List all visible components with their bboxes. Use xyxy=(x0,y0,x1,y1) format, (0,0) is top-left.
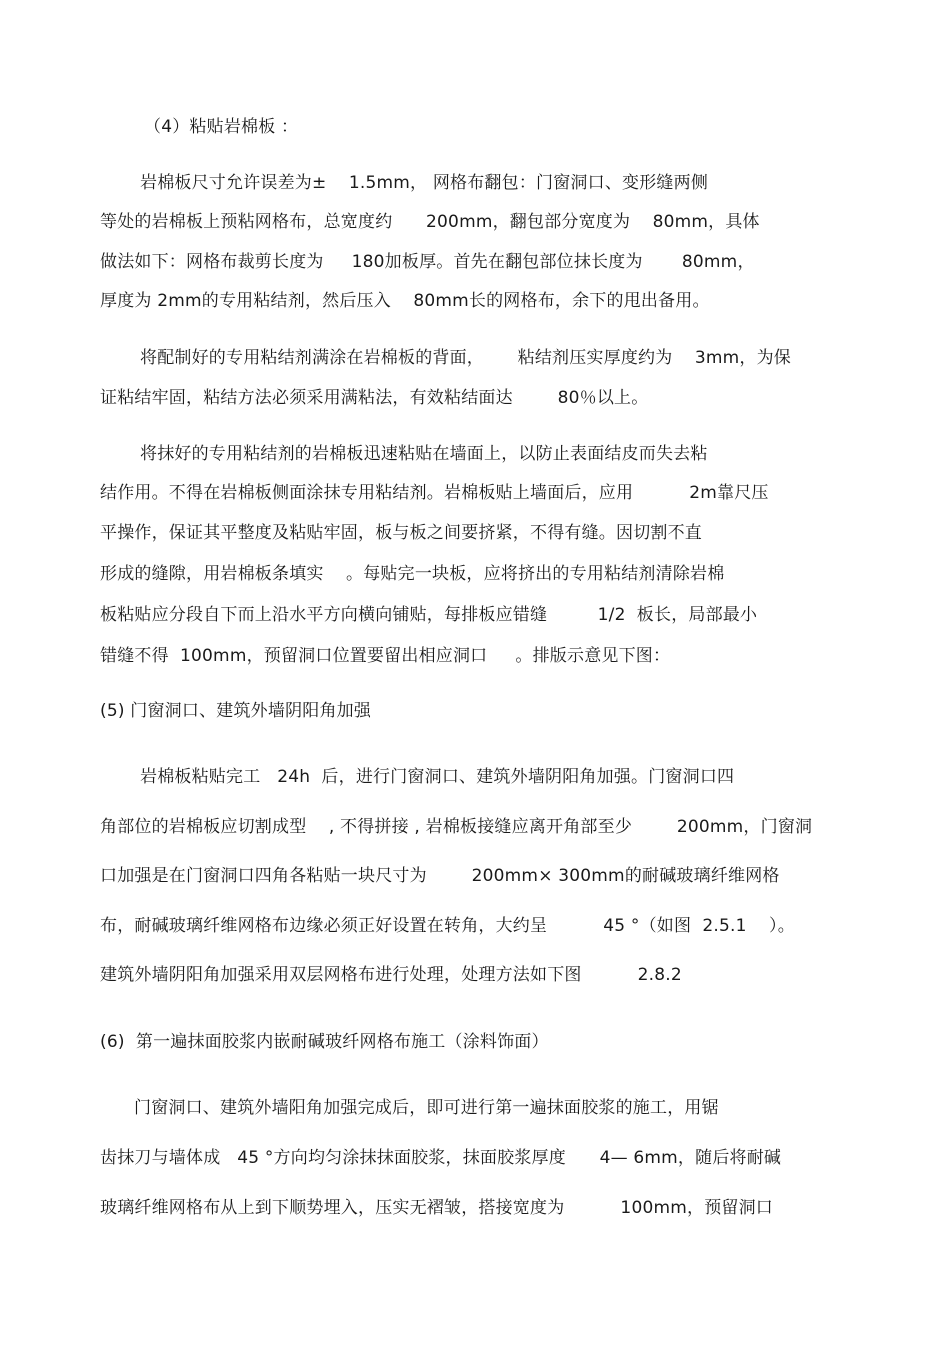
section-heading-5: (5) 门窗洞口、建筑外墙阴阳角加强 xyxy=(100,701,372,721)
paragraph-line: 结作用。不得在岩棉板侧面涂抹专用粘结剂。岩棉板贴上墙面后，应用 2m靠尺压 xyxy=(100,483,769,503)
paragraph-line: 平操作，保证其平整度及粘贴牢固，板与板之间要挤紧，不得有缝。因切割不直 xyxy=(100,523,702,543)
paragraph-line: 齿抹刀与墙体成 45 °方向均匀涂抹抹面胶浆，抹面胶浆厚度 4— 6mm，随后将耐碱 xyxy=(100,1148,782,1168)
paragraph-line: 建筑外墙阴阳角加强采用双层网格布进行处理，处理方法如下图 2.8.2 xyxy=(100,965,682,985)
paragraph-line: 证粘结牢固，粘结方法必须采用满粘法，有效粘结面达 80％以上。 xyxy=(100,388,649,408)
paragraph-line: 做法如下：网格布裁剪长度为 180加板厚。首先在翻包部位抹长度为 80mm， xyxy=(100,252,755,272)
section-heading-4: （4）粘贴岩棉板 ： xyxy=(144,117,299,137)
paragraph-line: 板粘贴应分段自下而上沿水平方向横向铺贴，每排板应错缝 1/2 板长，局部最小 xyxy=(100,605,758,625)
paragraph-line: 错缝不得 100mm，预留洞口位置要留出相应洞口 。排版示意见下图： xyxy=(100,646,671,666)
paragraph-line: 厚度为 2mm的专用粘结剂，然后压入 80mm长的网格布，余下的甩出备用。 xyxy=(100,291,710,311)
section-heading-6: (6) 第一遍抹面胶浆内嵌耐碱玻纤网格布施工（涂料饰面） xyxy=(100,1032,549,1052)
paragraph-line: 岩棉板粘贴完工 24h 后，进行门窗洞口、建筑外墙阴阳角加强。门窗洞口四 xyxy=(140,767,735,787)
paragraph-line: 将配制好的专用粘结剂满涂在岩棉板的背面， 粘结剂压实厚度约为 3mm，为保 xyxy=(140,348,791,368)
paragraph-line: 玻璃纤维网格布从上到下顺势埋入，压实无褶皱，搭接宽度为 100mm，预留洞口 xyxy=(100,1198,774,1218)
paragraph-line: 口加强是在门窗洞口四角各粘贴一块尺寸为 200mm× 300mm的耐碱玻璃纤维网格 xyxy=(100,866,780,886)
paragraph-line: 布，耐碱玻璃纤维网格布边缘必须正好设置在转角，大约呈 45 °（如图 2.5.1 ）。 xyxy=(100,916,795,936)
paragraph-line: 角部位的岩棉板应切割成型 , 不得拼接 , 岩棉板接缝应离开角部至少 200mm，门窗洞 xyxy=(100,817,813,837)
paragraph-line: 形成的缝隙，用岩棉板条填实 。每贴完一块板，应将挤出的专用粘结剂清除岩棉 xyxy=(100,564,725,584)
paragraph-line: 等处的岩棉板上预粘网格布，总宽度约 200mm，翻包部分宽度为 80mm，具体 xyxy=(100,212,760,232)
paragraph-line: 将抹好的专用粘结剂的岩棉板迅速粘贴在墙面上，以防止表面结皮而失去粘 xyxy=(140,444,708,464)
paragraph-line: 门窗洞口、建筑外墙阳角加强完成后，即可进行第一遍抹面胶浆的施工，用锯 xyxy=(134,1098,719,1118)
paragraph-line: 岩棉板尺寸允许误差为± 1.5mm， 网格布翻包：门窗洞口、变形缝两侧 xyxy=(140,173,709,193)
